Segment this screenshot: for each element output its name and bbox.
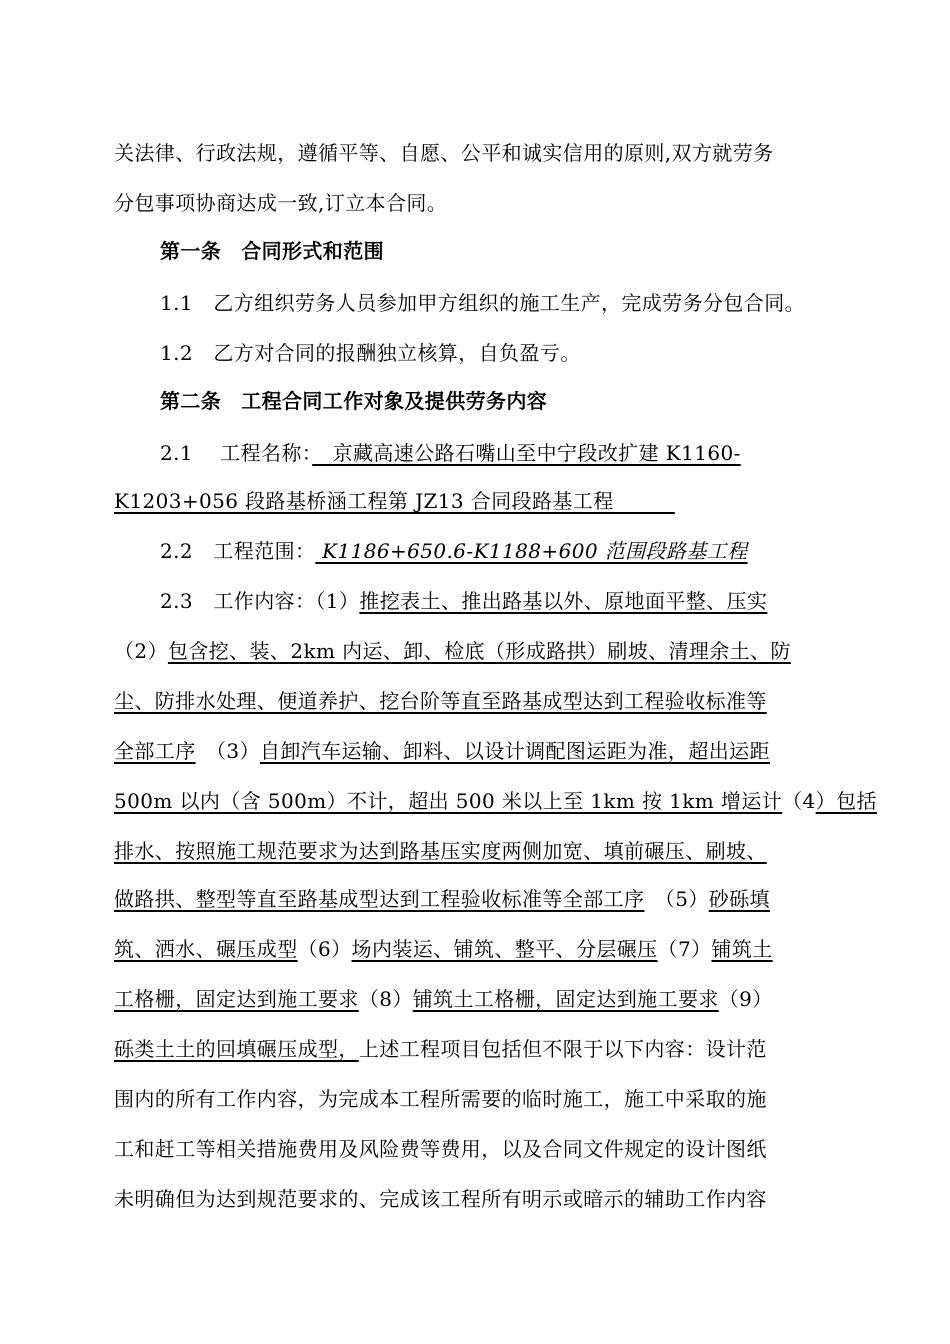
article-1-number: 第一条 — [160, 239, 222, 263]
intro-paragraph-line-1: 关法律、行政法规，遵循平等、自愿、公平和诚实信用的原则,双方就劳务 — [114, 141, 774, 165]
clause-2-3-label: 2.3 工作内容：（1） — [160, 589, 360, 613]
work-item-4-number: （4 — [782, 789, 816, 813]
clause-2-3-line-5 — [114, 786, 877, 816]
work-item-2: 包含挖、装、2km 内运、卸、检底（形成路拱）刷坡、清理余土、防 — [167, 639, 791, 663]
work-item-3-cont: 500m 以内（含 500m）不计，超出 500 米以上至 1km 按 1km 增运计 — [114, 789, 783, 813]
work-item-6: 场内装运、铺筑、整平、分层碾压 — [351, 937, 658, 961]
work-item-5-cont: 筑、洒水、碾压成型 — [114, 937, 298, 961]
intro-paragraph-line-2: 分包事项协商达成一致,订立本合同。 — [114, 191, 448, 215]
work-item-2-cont: 尘、防排水处理、便道养护、挖台阶等直至路基成型达到工程验收标准等 — [114, 689, 767, 713]
clause-2-1-line-2 — [114, 486, 850, 516]
work-item-4-cont: 排水、按照施工规范要求为达到路基压实度两侧加宽、填前碾压、刷坡、 — [114, 839, 767, 863]
article-2-heading — [160, 386, 896, 416]
work-item-4-end: 做路拱、整型等直至路基成型达到工程验收标准等全部工序 — [114, 887, 645, 911]
work-item-7-number: （7） — [657, 937, 712, 961]
clause-1-2: 1.2 乙方对合同的报酬独立核算，自负盈亏。 — [160, 341, 581, 365]
clause-2-3-line-10 — [114, 1034, 850, 1064]
work-item-3: 自卸汽车运输、卸料、以设计调配图运距为准，超出运距 — [259, 739, 770, 763]
clause-2-3-line-6 — [114, 836, 850, 866]
clause-1-1: 1.1 乙方组织劳务人员参加甲方组织的施工生产，完成劳务分包合同。 — [160, 291, 806, 315]
clause-2-3-line-13: 未明确但为达到规范要求的、完成该工程所有明示或暗示的辅助工作内容 — [114, 1187, 767, 1211]
work-item-5: 砂砾填 — [708, 887, 770, 911]
clause-2-1-line-1 — [160, 438, 850, 468]
clause-2-2-label: 2.2 工程范围： — [160, 539, 316, 563]
work-item-8-number: （8） — [358, 987, 413, 1011]
work-item-3-number: （3） — [195, 739, 260, 763]
clause-2-1-project-name: 京藏高速公路石嘴山至中宁段改扩建 K1160- — [312, 441, 741, 465]
clause-2-3-line-3 — [114, 686, 850, 716]
work-item-8: 铺筑土工格栅，固定达到施工要求 — [412, 987, 719, 1011]
clause-2-2 — [160, 536, 850, 566]
clause-2-1-project-name-cont: K1203+056 段路基桥涵工程第 JZ13 合同段路基工程 — [114, 489, 675, 513]
clause-2-3-line-12: 工和赶工等相关措施费用及风险费等费用，以及合同文件规定的设计图纸 — [114, 1137, 767, 1161]
work-item-2-end: 全部工序 — [114, 739, 196, 763]
article-1-title: 合同形式和范围 — [241, 239, 385, 263]
article-2-title: 工程合同工作对象及提供劳务内容 — [241, 389, 548, 413]
work-item-9-number: （9） — [718, 987, 773, 1011]
clause-2-3-line-4 — [114, 736, 850, 766]
clause-2-3-line-9 — [114, 984, 850, 1014]
clause-2-3-line-11: 围内的所有工作内容，为完成本工程所需要的临时施工，施工中采取的施 — [114, 1087, 767, 1111]
clause-2-3-line-8 — [114, 934, 850, 964]
work-item-2-number: （2） — [114, 639, 168, 663]
work-item-7: 铺筑土 — [711, 937, 773, 961]
work-item-6-number: （6） — [297, 937, 352, 961]
clause-2-2-scope: K1186+650.6-K1188+600 范围段路基工程 — [315, 539, 748, 563]
work-item-9: 砾类土土的回填碾压成型， — [114, 1037, 359, 1061]
article-2-number: 第二条 — [160, 389, 222, 413]
work-item-1: 推挖表土、推出路基以外、原地面平整、压实 — [359, 589, 768, 613]
work-item-7-cont: 工格栅，固定达到施工要求 — [114, 987, 359, 1011]
clause-2-1-label: 2.1 工程名称： — [160, 441, 313, 465]
scope-note: 上述工程项目包括但不限于以下内容：设计范 — [358, 1037, 767, 1061]
clause-2-3-line-7 — [114, 884, 850, 914]
work-item-5-number: （5） — [644, 887, 709, 911]
article-1-heading — [160, 236, 896, 266]
clause-2-3-line-2 — [114, 636, 850, 666]
clause-2-3-line-1 — [160, 586, 850, 616]
work-item-4: ）包括 — [815, 789, 877, 813]
